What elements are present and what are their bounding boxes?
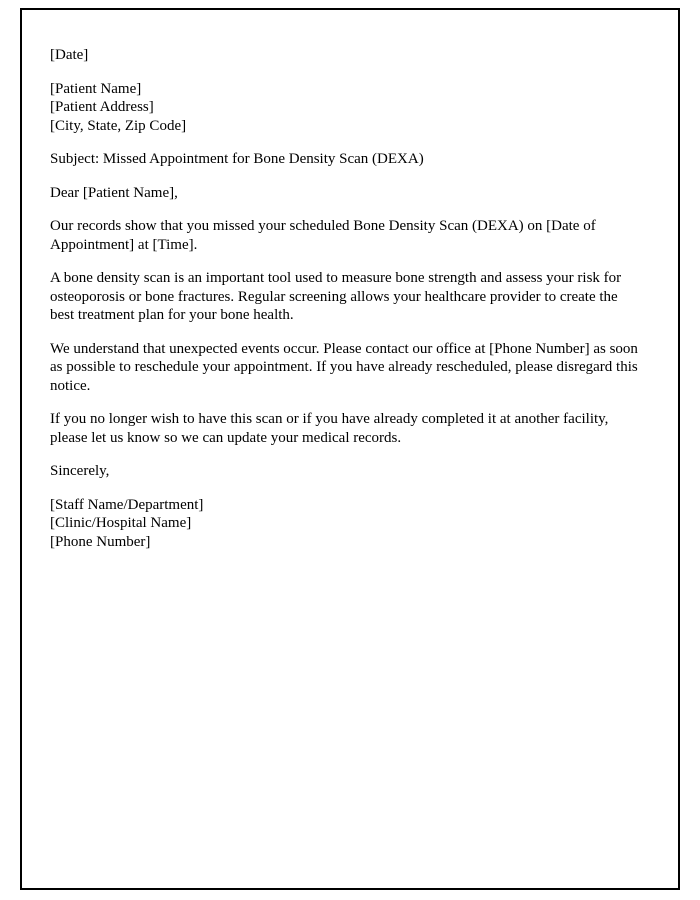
letter-page — [20, 8, 680, 890]
recipient-city-state-zip: [City, State, Zip Code] — [50, 117, 187, 134]
subject-line: Subject: Missed Appointment for Bone Density Scan (DEXA) — [50, 151, 424, 167]
body-paragraph-missed-appointment: Our records show that you missed your scheduled Bone Density Scan (DEXA) on [Date of Appointment] at [Time]. — [50, 218, 596, 253]
signature-phone: [Phone Number] — [50, 533, 151, 550]
signature-clinic: [Clinic/Hospital Name] — [50, 515, 192, 531]
body-paragraph-reschedule: We understand that unexpected events occur. Please contact our office at [Phone Number] as soon as possible to reschedule your appointment. If you have already rescheduled, please disregard this notice. — [50, 340, 638, 394]
recipient-name: [Patient Name] — [50, 80, 142, 97]
closing: Sincerely, — [50, 463, 110, 479]
body-paragraph-scan-importance: A bone density scan is an important tool used to measure bone strength and assess your risk for osteoporosis or bone fractures. Regular screening allows your healthcare provider to create the best treatment plan for your bone health. — [50, 270, 622, 323]
letter-date: [Date] — [50, 47, 89, 63]
salutation: Dear [Patient Name], — [50, 184, 178, 201]
recipient-address-block — [50, 80, 648, 136]
signature-block — [50, 496, 648, 552]
body-paragraph-update-records: If you no longer wish to have this scan or if you have already completed it at another facility, please let us know so we can update your medical records. — [50, 411, 609, 446]
recipient-address: [Patient Address] — [50, 99, 154, 115]
signature-staff: [Staff Name/Department] — [50, 496, 204, 513]
